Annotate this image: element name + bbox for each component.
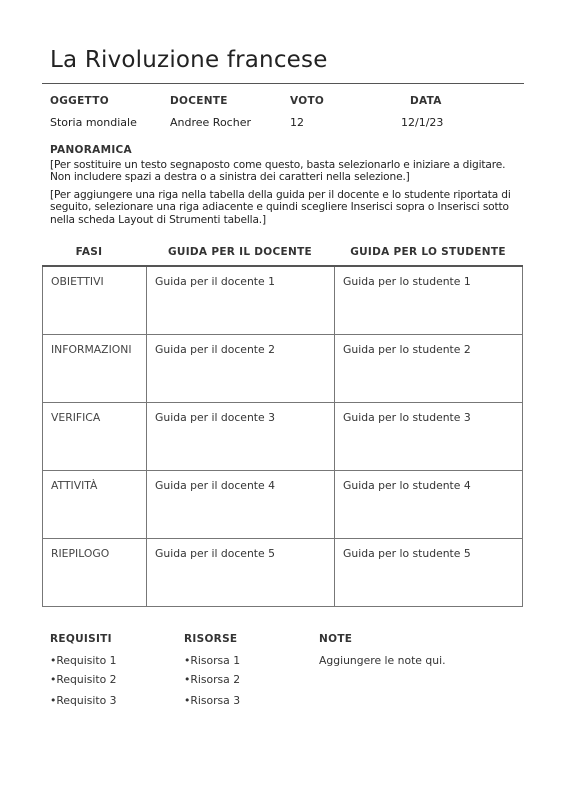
- guide-table: [42, 265, 523, 607]
- requirement-item[interactable]: •Requisito 3: [50, 694, 117, 707]
- overview-label: PANORAMICA: [50, 144, 132, 156]
- grade-label: VOTO: [290, 95, 325, 107]
- requirements-label: REQUISITI: [50, 633, 112, 645]
- grade-value[interactable]: 12: [290, 116, 304, 129]
- student-guide-cell[interactable]: Guida per lo studente 2: [335, 334, 523, 402]
- table-row: [43, 470, 523, 538]
- date-label: DATA: [410, 95, 442, 107]
- phase-cell[interactable]: VERIFICA: [43, 402, 147, 470]
- resource-item[interactable]: •Risorsa 1: [184, 654, 241, 667]
- phase-cell[interactable]: INFORMAZIONI: [43, 334, 147, 402]
- notes-text[interactable]: Aggiungere le note qui.: [319, 654, 446, 667]
- teacher-label: DOCENTE: [170, 95, 228, 107]
- requirement-item[interactable]: •Requisito 1: [50, 654, 117, 667]
- overview-paragraph-2[interactable]: [Per aggiungere una riga nella tabella della guida per il docente e lo studente riportata di seguito, selezionare una riga adiacente e quindi scegliere Inserisci sopra o Inserisci sotto nella scheda Layout di Strumenti tabella.]: [50, 189, 511, 226]
- table-row: [43, 402, 523, 470]
- student-guide-cell[interactable]: Guida per lo studente 1: [335, 266, 523, 334]
- student-guide-cell[interactable]: Guida per lo studente 5: [335, 538, 523, 606]
- student-guide-cell[interactable]: Guida per lo studente 4: [335, 470, 523, 538]
- overview-paragraph-1[interactable]: [Per sostituire un testo segnaposto come questo, basta selezionarlo e iniziare a digitare. Non includere spazi a destra o a sinistra dei caratteri nella selezione.]: [50, 159, 506, 184]
- phase-cell[interactable]: OBIETTIVI: [43, 266, 147, 334]
- phase-cell[interactable]: ATTIVITÀ: [43, 470, 147, 538]
- teacher-guide-cell[interactable]: Guida per il docente 3: [147, 402, 335, 470]
- requirement-item[interactable]: •Requisito 2: [50, 673, 117, 686]
- resource-item[interactable]: •Risorsa 3: [184, 694, 241, 707]
- notes-label: NOTE: [319, 633, 353, 645]
- header-teacher-guide: GUIDA PER IL DOCENTE: [167, 246, 313, 258]
- teacher-guide-cell[interactable]: Guida per il docente 4: [147, 470, 335, 538]
- table-row: [43, 266, 523, 334]
- resource-item[interactable]: •Risorsa 2: [184, 673, 241, 686]
- teacher-guide-cell[interactable]: Guida per il docente 2: [147, 334, 335, 402]
- table-row: [43, 334, 523, 402]
- subject-value[interactable]: Storia mondiale: [50, 116, 137, 129]
- title-divider: [42, 83, 524, 84]
- date-value[interactable]: 12/1/23: [401, 116, 444, 129]
- teacher-guide-cell[interactable]: Guida per il docente 1: [147, 266, 335, 334]
- phase-cell[interactable]: RIEPILOGO: [43, 538, 147, 606]
- teacher-value[interactable]: Andree Rocher: [170, 116, 251, 129]
- page-title[interactable]: La Rivoluzione francese: [50, 47, 328, 73]
- table-row: [43, 538, 523, 606]
- header-student-guide: GUIDA PER LO STUDENTE: [350, 246, 506, 258]
- teacher-guide-cell[interactable]: Guida per il docente 5: [147, 538, 335, 606]
- header-phases: FASI: [75, 246, 103, 258]
- student-guide-cell[interactable]: Guida per lo studente 3: [335, 402, 523, 470]
- subject-label: OGGETTO: [50, 95, 109, 107]
- resources-label: RISORSE: [184, 633, 238, 645]
